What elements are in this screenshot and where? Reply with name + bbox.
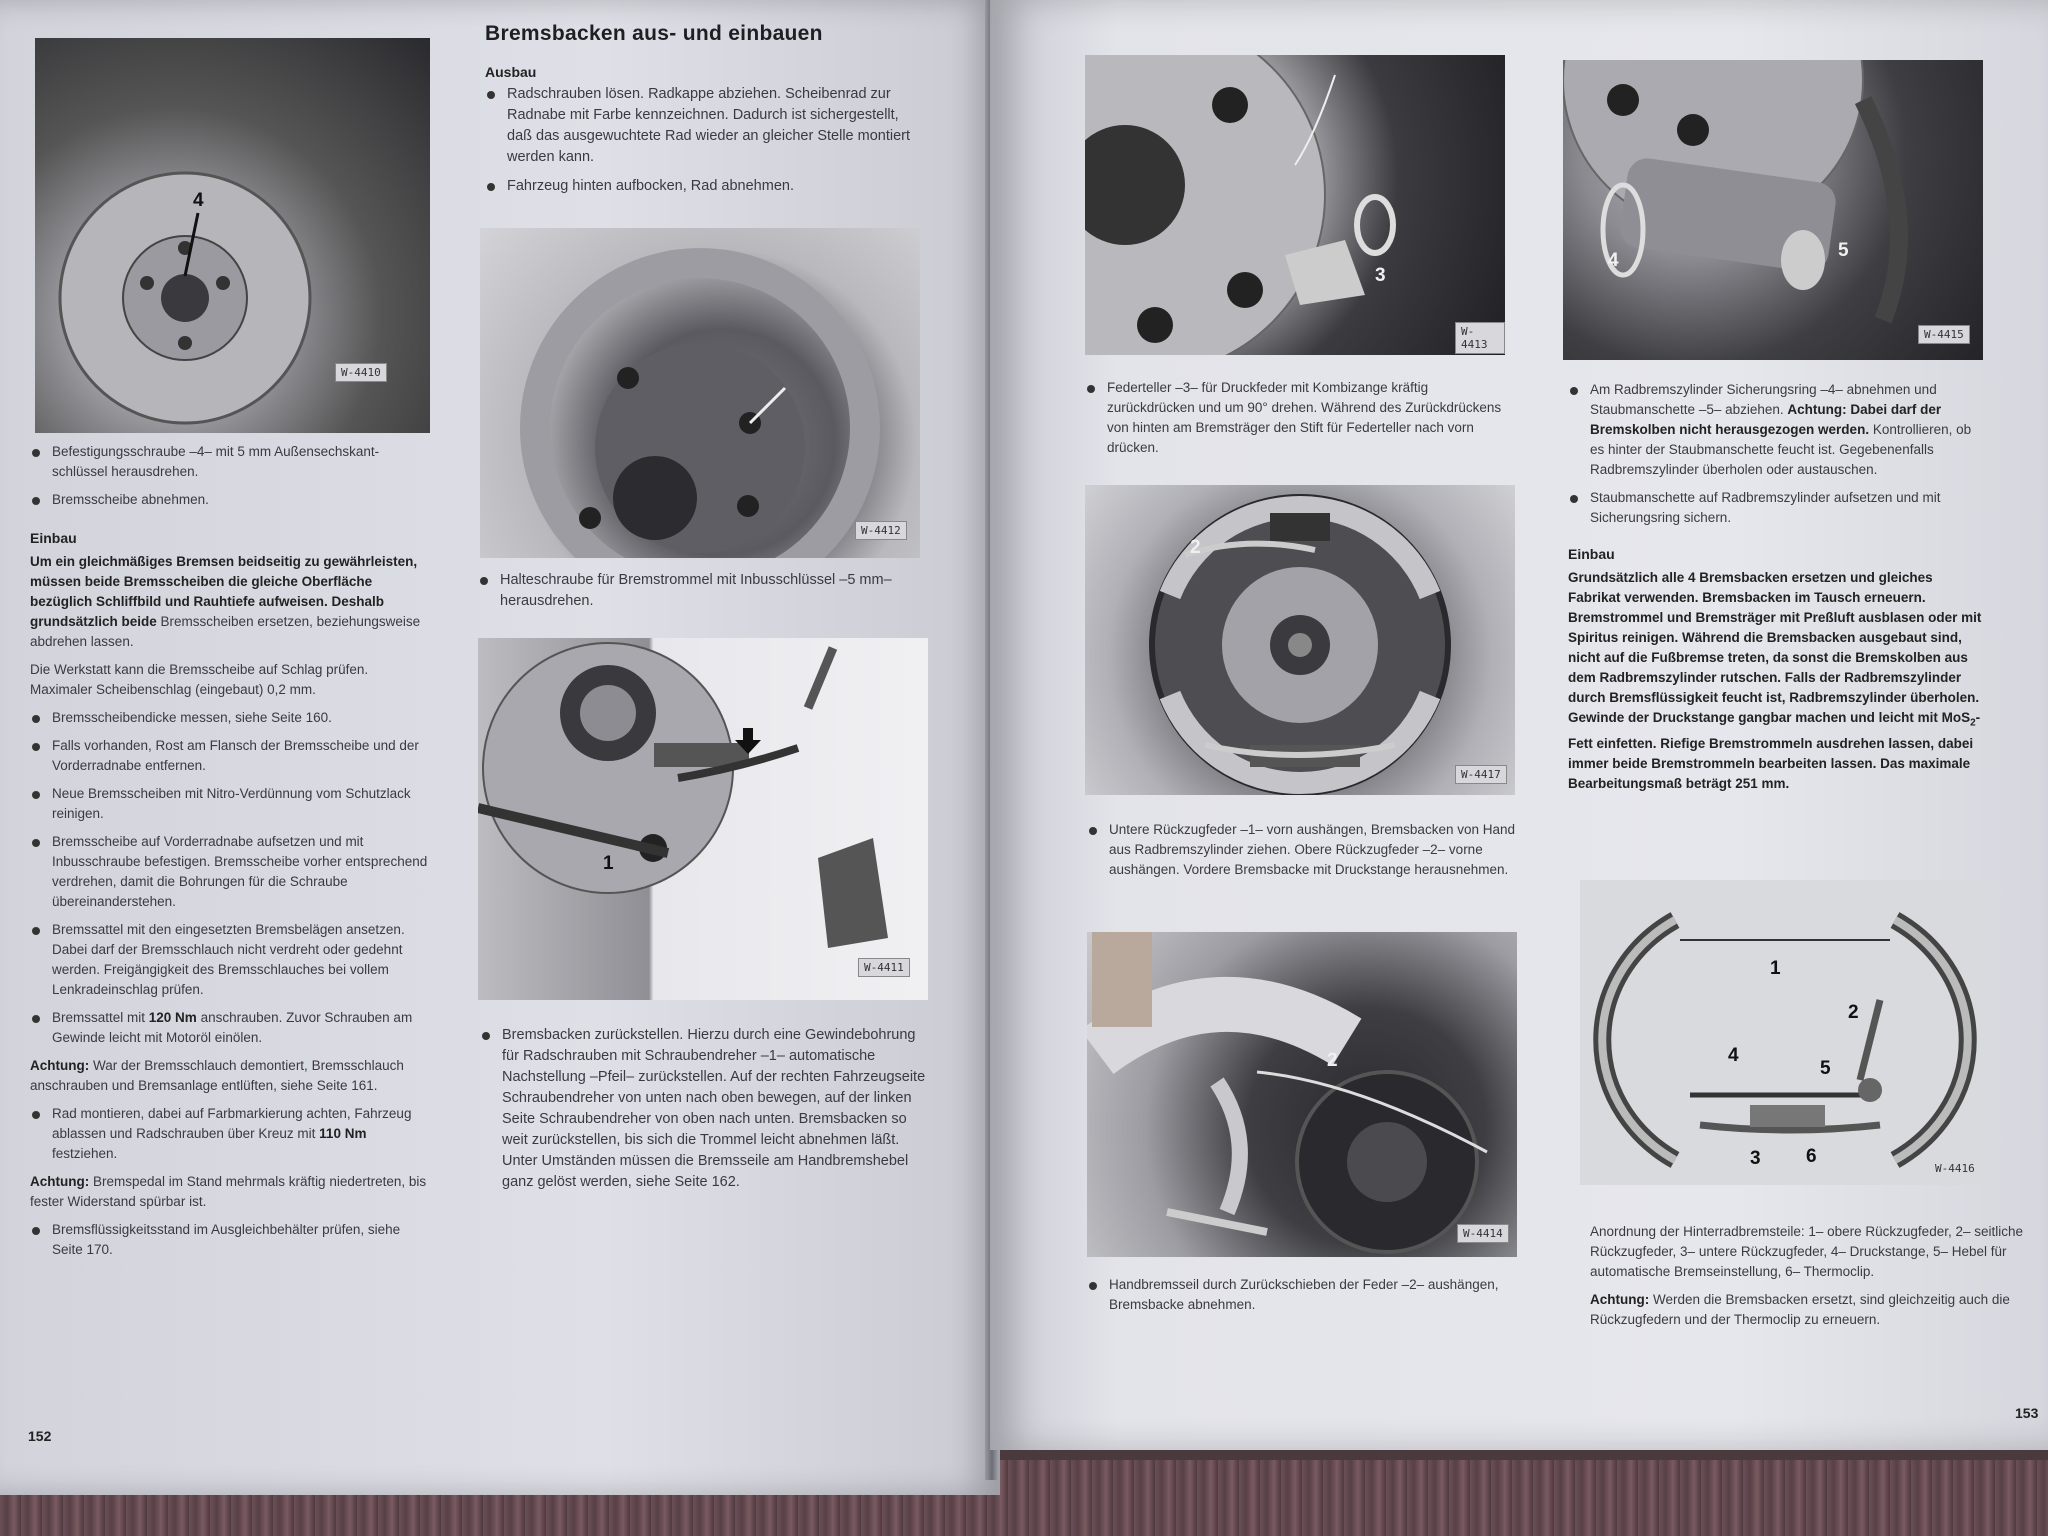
- einbau-intro-bold: Um ein gleichmäßiges Bremsen beidseitig zu gewährleisten, müssen beide Bremsscheiben die gleiche Oberfläche bezüglich Schliffbild und Rauhtiefe aufweisen. Deshalb grundsätzlich beide: [30, 554, 418, 629]
- bullet-halteschraube: Halteschraube für Bremstrommel mit Inbusschlüssel –5 mm– herausdrehen.: [478, 570, 918, 612]
- diagram-rear-brake-4416: [1580, 880, 1990, 1185]
- einbau-text-b: -Fett einfetten. Riefige Bremstrommeln ausdrehen lassen, dabei immer beide Bremstrommeln bearbeiten lassen. Das maximale Bearbeitungsmaß beträgt 251 mm.: [1568, 710, 1981, 791]
- achtung-text-2: Bremspedal im Stand mehrmals kräftig niedertreten, bis fester Widerstand spürbar ist.: [30, 1174, 427, 1209]
- rear-brake-diagram: [1580, 880, 1990, 1185]
- diagram-label-5: 5: [1820, 1058, 1831, 1079]
- bullet-rueckzugfeder: Untere Rückzugfeder –1– vorn aushängen, Bremsbacken von Hand aus Radbremszylinder ziehen. Obere Rückzugfeder –2– vorne aushängen. Vordere Bremsbacke mit Druckstange herausnehmen.: [1087, 820, 1519, 880]
- einbau-text-a: Grundsätzlich alle 4 Bremsbacken ersetzen und gleiches Fabrikat verwenden. Bremsbacken im Tausch erneuern. Bremstrommel und Bremsträger mit Preßluft ausblasen oder mit Spiritus reinigen. Während die Bremsbacken ausgebaut sind, nicht auf die Fußbremse treten, da sonst die Bremskolben aus dem Radbremszylinder rutschen. Falls der Radbremszylinder durch Bremsflüssigkeit feucht ist, Radbremszylinder überholen. Gewinde der Druckstange gangbar machen und leicht mit MoS: [1568, 570, 1982, 725]
- bullet-fahrzeug-aufbocken: Fahrzeug hinten aufbocken, Rad abnehmen.: [485, 176, 925, 197]
- achtung-bremspedal: [30, 1172, 430, 1212]
- page-number-right: 153: [2015, 1405, 2039, 1421]
- achtung-text-right: Werden die Bremsbacken ersetzt, sind gleichzeitig auch die Rückzugfedern und der Thermoclip zu erneuern.: [1590, 1292, 2010, 1327]
- bullet-bremssattel-ansetzen: Bremssattel mit den eingesetzten Bremsbelägen ansetzen. Dabei darf der Bremsschlauch nicht verdreht oder gedehnt werden. Freigängigkeit des Bremsschlauches bei vollem Lenkradeinschlag prüfen.: [30, 920, 430, 1000]
- diagram-label-3: 3: [1750, 1148, 1761, 1169]
- handbremsseil-caption: [1087, 1275, 1519, 1323]
- bullet-bremsscheibe-abnehmen: Bremsscheibe abnehmen.: [30, 490, 430, 510]
- right-column-4: [1568, 380, 1988, 802]
- rad-post: festziehen.: [52, 1146, 118, 1161]
- left-column-2: [485, 22, 925, 205]
- zurueckstellen-caption: [480, 1025, 930, 1201]
- diagram-label-4: 4: [1728, 1045, 1739, 1066]
- bullet-neue-bremsscheiben: Neue Bremsscheiben mit Nitro-Verdünnung vom Schutzlack reinigen.: [30, 784, 430, 824]
- figure-code-4413: W-4413: [1455, 322, 1505, 354]
- figure-code-4416: W-4416: [1935, 1162, 1975, 1175]
- diagram-label-1: 1: [1770, 958, 1781, 979]
- bullet-staubmanschette: Staubmanschette auf Radbremszylinder aufsetzen und mit Sicherungsring sichern.: [1568, 488, 1988, 528]
- figure-code-4411: W-4411: [858, 958, 910, 977]
- bremssattel-pre: Bremssattel mit: [52, 1010, 149, 1025]
- bullet-rost-entfernen: Falls vorhanden, Rost am Flansch der Bremsscheibe und der Vorderradnabe entfernen.: [30, 736, 430, 776]
- bullet-federteller: Federteller –3– für Druckfeder mit Kombizange kräftig zurückdrücken und um 90° drehen. Während des Zurückdrückens von hinten am Bremsträger den Stift für Federteller nach vorn drücken.: [1085, 378, 1515, 458]
- radbremszylinder-post: Kontrollieren, ob es hinter der Staubmanschette feucht ist. Gegebenenfalls Radbremszylinder überholen oder austauschen.: [1590, 422, 1972, 477]
- bullet-radbremszylinder: [1568, 380, 1988, 480]
- einbau-heading-left: Einbau: [30, 530, 77, 546]
- page-number-left: 152: [28, 1428, 52, 1444]
- bullet-bremsscheibe-aufsetzen: Bremsscheibe auf Vorderradnabe aufsetzen und mit Inbusschraube befestigen. Bremsscheibe vorher entsprechend verdrehen, damit die Bohrungen für die Schraube übereinanderstehen.: [30, 832, 430, 912]
- einbau-intro-rest: Bremsscheiben ersetzen, beziehungsweise abdrehen lassen.: [30, 614, 421, 649]
- bullet-befestigungsschraube: Befestigungsschraube –4– mit 5 mm Außensechskant-schlüssel herausdrehen.: [30, 442, 430, 482]
- handbrake-cable-illustration: [1087, 932, 1517, 1257]
- bullet-bremsbacken-zurueckstellen: Bremsbacken zurückstellen. Hierzu durch eine Gewindebohrung für Radschrauben mit Schraubendreher –1– automatische Nachstellung –Pfeil– zurückstellen. Auf der rechten Fahrzeugseite Schraubendreher von unten nach oben bewegen, auf der linken Seite Schraubendreher von oben nach unten. Bremsbacken so weit zurückstellen, bis sich die Trommel leicht abnehmen läßt. Unter Umständen müssen die Bremsseile am Handbremshebel ganz gelöst werden, siehe Seite 162.: [480, 1025, 930, 1193]
- anordnung-caption: [1590, 1222, 2025, 1338]
- left-column-1: [30, 442, 430, 1268]
- werkstatt-note: Die Werkstatt kann die Bremsscheibe auf Schlag prüfen. Maximaler Scheibenschlag (eingebaut) 0,2 mm.: [30, 662, 369, 697]
- brake-assembly-illustration: [1085, 485, 1515, 795]
- einbau-heading-right: Einbau: [1568, 546, 1615, 562]
- rad-torque: 110 Nm: [319, 1126, 367, 1141]
- adjuster-illustration: [478, 638, 928, 1000]
- einbau-instructions: [1568, 568, 1988, 794]
- rueckzug-caption: [1087, 820, 1519, 888]
- brake-drum-illustration: [480, 228, 920, 558]
- achtung-rueckzugfedern: [1590, 1290, 2025, 1330]
- photo-brake-disc-4410: [35, 38, 430, 433]
- bremssattel-torque: 120 Nm: [148, 1010, 197, 1025]
- callout-2-cable: 2: [1327, 1050, 1338, 1071]
- bullet-radschrauben-loesen: Radschrauben lösen. Radkappe abziehen. Scheibenrad zur Radnabe mit Farbe kennzeichnen. Dadurch ist sichergestellt, daß das ausgewuchtete Rad wieder an gleicher Stelle montiert werden kann.: [485, 84, 925, 168]
- figure-code-4414: W-4414: [1457, 1224, 1509, 1243]
- figure-code-4417: W-4417: [1455, 765, 1507, 784]
- callout-1: 1: [603, 853, 614, 874]
- figure-code-4412: W-4412: [855, 521, 907, 540]
- callout-3: 3: [1375, 265, 1386, 286]
- achtung-bremsschlauch: [30, 1056, 430, 1096]
- photo-wheel-cylinder-4415: [1563, 60, 1983, 360]
- photo-spring-plate-4413: [1085, 55, 1505, 355]
- photo-brake-drum-4412: [480, 228, 920, 558]
- bullet-bremsfluessigkeit: Bremsflüssigkeitsstand im Ausgleichbehälter prüfen, siehe Seite 170.: [30, 1220, 430, 1260]
- rad-pre: Rad montieren, dabei auf Farbmarkierung achten, Fahrzeug ablassen und Radschrauben über Kreuz mit: [52, 1106, 412, 1141]
- photo-adjuster-4411: [478, 638, 928, 1000]
- anordnung-text: Anordnung der Hinterradbremsteile: 1– obere Rückzugfeder, 2– seitliche Rückzugfeder, 3– untere Rückzugfeder, 4– Druckstange, 5– Hebel für automatische Bremseinstellung, 6– Thermoclip.: [1590, 1224, 2024, 1279]
- radbremszylinder-warning: Achtung: Dabei darf der Bremskolben nicht herausgezogen werden.: [1590, 402, 1942, 437]
- figure-code-4410: W-4410: [335, 363, 387, 382]
- achtung-text-1: War der Bremsschlauch demontiert, Bremsschlauch anschrauben und Bremsanlage entlüften, siehe Seite 161.: [30, 1058, 404, 1093]
- achtung-label-1: Achtung:: [30, 1058, 90, 1073]
- callout-5-cylinder: 5: [1838, 240, 1849, 261]
- einbau-subscript: 2: [1970, 717, 1976, 729]
- bullet-bremsscheibendicke: Bremsscheibendicke messen, siehe Seite 160.: [30, 708, 430, 728]
- callout-2-assembly: 2: [1190, 537, 1201, 558]
- halteschraube-caption: [478, 570, 918, 620]
- photo-brake-assembly-4417: [1085, 485, 1515, 795]
- diagram-label-2: 2: [1848, 1002, 1859, 1023]
- federteller-caption: [1085, 378, 1515, 466]
- bullet-handbremsseil: Handbremsseil durch Zurückschieben der Feder –2– aushängen, Bremsbacke abnehmen.: [1087, 1275, 1519, 1315]
- diagram-label-6: 6: [1806, 1146, 1817, 1167]
- einbau-intro: [30, 552, 430, 652]
- ausbau-heading: Ausbau: [485, 64, 537, 80]
- section-title: Bremsbacken aus- und einbauen: [485, 22, 823, 45]
- achtung-label-right: Achtung:: [1590, 1292, 1650, 1307]
- left-page: [0, 0, 1000, 1495]
- callout-4: 4: [193, 190, 204, 211]
- wheel-cylinder-illustration: [1563, 60, 1983, 360]
- achtung-label-2: Achtung:: [30, 1174, 90, 1189]
- bremssattel-post: anschrauben. Zuvor Schrauben am Gewinde leicht mit Motoröl einölen.: [52, 1010, 413, 1045]
- radbremszylinder-pre: Am Radbremszylinder Sicherungsring –4– abnehmen und Staubmanschette –5– abziehen.: [1590, 382, 1937, 417]
- bullet-bremssattel-anschrauben: [30, 1008, 430, 1048]
- bullet-rad-montieren: [30, 1104, 430, 1164]
- callout-4-cylinder: 4: [1608, 250, 1619, 271]
- spring-plate-illustration: [1085, 55, 1505, 355]
- figure-code-4415: W-4415: [1918, 325, 1970, 344]
- right-page: [990, 0, 2048, 1450]
- photo-handbrake-cable-4414: [1087, 932, 1517, 1257]
